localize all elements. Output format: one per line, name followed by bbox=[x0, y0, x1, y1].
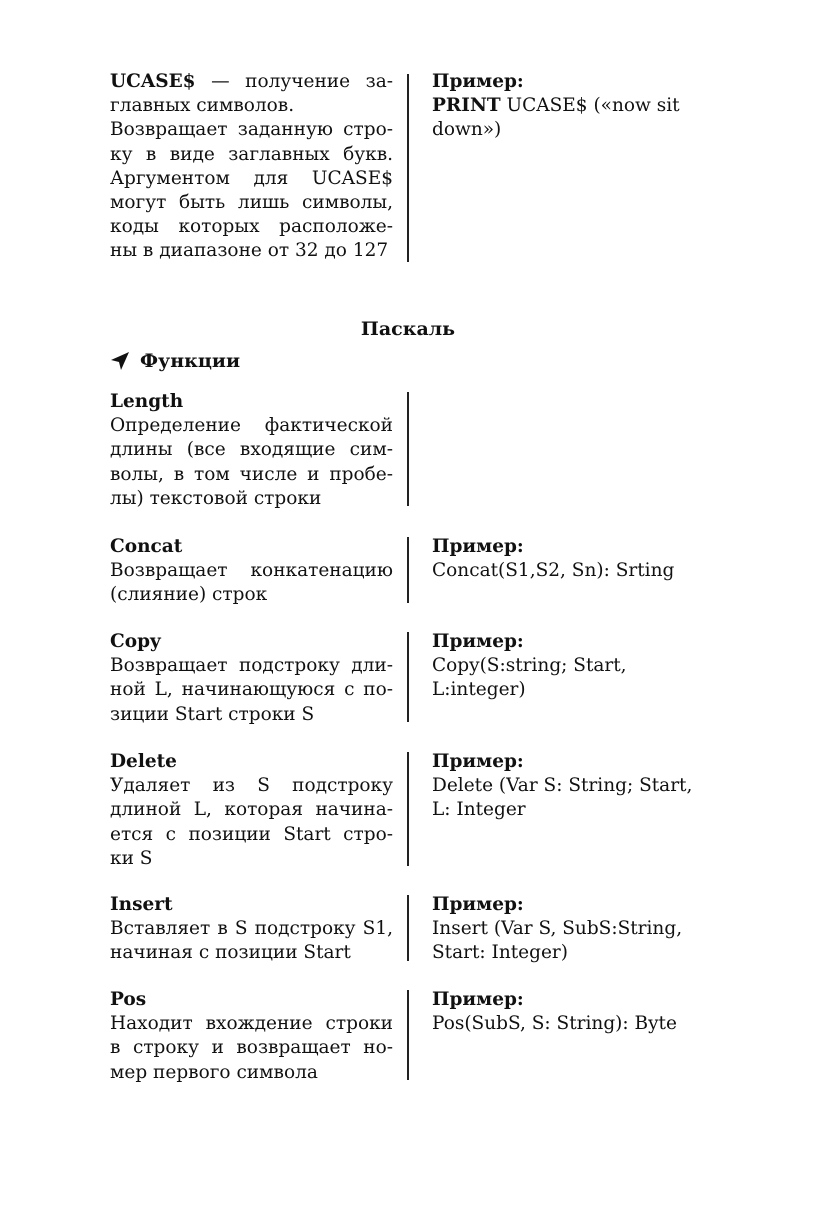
entry-term: Length bbox=[110, 391, 184, 412]
entry-length bbox=[110, 390, 730, 511]
pointer-arrow-icon bbox=[110, 351, 130, 371]
entry-example: Пример: Copy(S:string; Start, L:integer) bbox=[432, 631, 627, 701]
column-divider bbox=[407, 895, 409, 961]
column-divider bbox=[407, 537, 409, 603]
entry-description: Concat Возвращает конкатенацию (слияние) строк bbox=[110, 536, 393, 606]
entry-description: Insert Вставляет в S подстроку S1, начиная с позиции Start bbox=[110, 894, 393, 964]
entry-term: UCASE$ bbox=[110, 71, 196, 92]
entry-description: Pos Находит вхождение строки в строку и возвращает но- мер первого символа bbox=[110, 989, 393, 1083]
entry-delete bbox=[110, 750, 730, 871]
subsection-heading bbox=[110, 350, 240, 372]
entry-example: Пример: Delete (Var S: String; Start, L: Integer bbox=[432, 751, 693, 821]
entry-example: Пример: Pos(SubS, S: String): Byte bbox=[432, 989, 677, 1035]
entry-term: Concat bbox=[110, 536, 183, 557]
column-divider bbox=[407, 990, 409, 1080]
entry-copy bbox=[110, 630, 730, 727]
entry-pos bbox=[110, 988, 730, 1085]
entry-description: Copy Возвращает подстроку дли- ной L, начинающуюся с по- зиции Start строки S bbox=[110, 631, 393, 725]
entry-description: Length Определение фактической длины (все входящие сим- волы, в том числе и пробе- лы) текстовой строки bbox=[110, 391, 393, 509]
entry-concat bbox=[110, 535, 730, 608]
entry-description: UCASE$ — получение за- главных символов. Возвращает заданную стро- ку в виде заглавных букв. Аргументом для UCASE$ могут быть лишь символы, коды которых расположе- ны в диапазоне от 32 до 127 bbox=[110, 71, 393, 262]
subsection-title: Функции bbox=[140, 350, 241, 372]
entry-insert bbox=[110, 893, 730, 966]
column-divider bbox=[407, 752, 409, 866]
section-title: Паскаль bbox=[360, 318, 456, 340]
entry-example: Пример: PRINT UCASE$ («now sit down») bbox=[432, 71, 680, 141]
entry-example: Пример: Concat(S1,S2, Sn): Srting bbox=[432, 536, 675, 582]
column-divider bbox=[407, 74, 409, 262]
column-divider bbox=[407, 632, 409, 722]
entry-example: Пример: Insert (Var S, SubS:String, Start: Integer) bbox=[432, 894, 683, 964]
entry-description: Delete Удаляет из S подстроку длиной L, которая начина- ется с позиции Start стро- ки S bbox=[110, 751, 393, 869]
entry-term: Delete bbox=[110, 751, 177, 772]
entry-term: Pos bbox=[110, 989, 147, 1010]
entry-ucase bbox=[110, 70, 730, 264]
column-divider bbox=[407, 392, 409, 506]
entry-term: Copy bbox=[110, 631, 161, 652]
entry-term: Insert bbox=[110, 894, 173, 915]
